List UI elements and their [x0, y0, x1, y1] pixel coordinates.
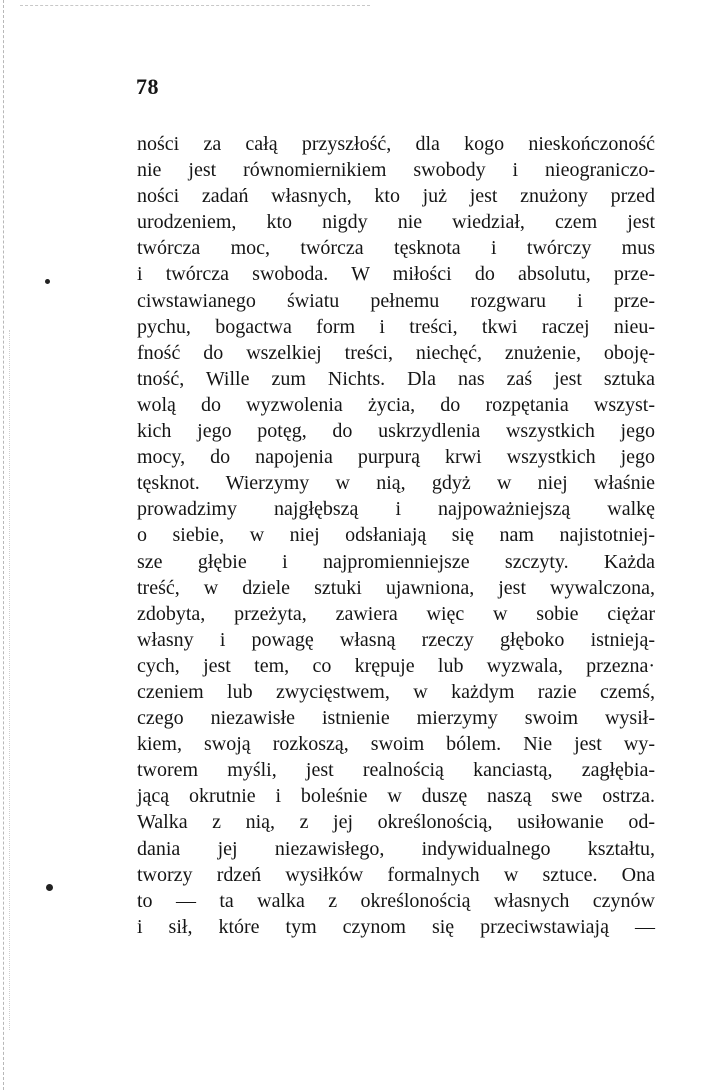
- text-line: pychu, bogactwa form i treści, tkwi raczej nieu-: [137, 315, 655, 338]
- text-line: Walka z nią, z jej określonością, usiłowanie od-: [137, 811, 655, 834]
- margin-mark: [46, 884, 53, 891]
- text-line: jącą okrutnie i boleśnie w duszę naszą swe ostrza.: [137, 785, 655, 808]
- text-line: własny i powagę własną rzeczy głęboko istnieją-: [137, 628, 655, 651]
- margin-mark: [45, 279, 50, 284]
- text-line: mocy, do napojenia purpurą krwi wszystkich jego: [137, 446, 655, 469]
- text-line: prowadzimy najgłębszą i najpoważniejszą walkę: [137, 498, 655, 521]
- text-line: zdobyta, przeżyta, zawiera więc w sobie ciężar: [137, 602, 655, 625]
- text-line: czeniem lub zwycięstwem, w każdym razie czemś,: [137, 680, 655, 703]
- text-line: o siebie, w niej odsłaniają się nam najistotniej-: [137, 524, 655, 547]
- text-line: tworzy rdzeń wysiłków formalnych w sztuce. Ona: [137, 863, 655, 886]
- text-line: ciwstawianego światu pełnemu rozgwaru i prze-: [137, 289, 655, 312]
- scan-edge-left-inner: [9, 330, 10, 1030]
- text-line: cych, jest tem, co krępuje lub wyzwala, przezna·: [137, 654, 655, 677]
- text-line: urodzeniem, kto nigdy nie wiedział, czem jest: [137, 211, 655, 234]
- text-line: tworem myśli, jest realnością kanciastą, zagłębia-: [137, 759, 655, 782]
- text-line: dania jej niezawisłego, indywidualnego kształtu,: [137, 837, 655, 860]
- text-line: tność, Wille zum Nichts. Dla nas zaś jest sztuka: [137, 367, 655, 390]
- text-line: i twórcza swoboda. W miłości do absolutu, prze-: [137, 263, 655, 286]
- text-line: kich jego potęg, do uskrzydlenia wszystkich jego: [137, 420, 655, 443]
- page-number: 78: [136, 74, 159, 99]
- text-line: treść, w dziele sztuki ujawniona, jest wywalczona,: [137, 576, 655, 599]
- text-line: ności zadań własnych, kto już jest znużony przed: [137, 185, 655, 208]
- text-line: nie jest równomiernikiem swobody i nieograniczo-: [137, 159, 655, 182]
- text-line: kiem, swoją rozkoszą, swoim bólem. Nie jest wy-: [137, 733, 655, 756]
- text-line: tęsknot. Wierzymy w nią, gdyż w niej właśnie: [137, 472, 655, 495]
- text-line: fność do wszelkiej treści, niechęć, znużenie, oboję-: [137, 341, 655, 364]
- text-line: to — ta walka z określonością własnych czynów: [137, 889, 655, 912]
- text-line: sze głębie i najpromienniejsze szczyty. Każda: [137, 550, 655, 573]
- text-line: twórcza moc, twórcza tęsknota i twórczy mus: [137, 237, 655, 260]
- body-text: [137, 131, 655, 940]
- scan-edge-left: [3, 0, 4, 1090]
- scan-edge-top: [20, 5, 370, 6]
- text-line: ności za całą przyszłość, dla kogo nieskończoność: [137, 133, 655, 155]
- text-line: czego niezawisłe istnienie mierzymy swoim wysił-: [137, 707, 655, 730]
- text-line: wolą do wyzwolenia życia, do rozpętania wszyst-: [137, 393, 655, 416]
- text-line: i sił, które tym czynom się przeciwstawiają —: [137, 915, 655, 938]
